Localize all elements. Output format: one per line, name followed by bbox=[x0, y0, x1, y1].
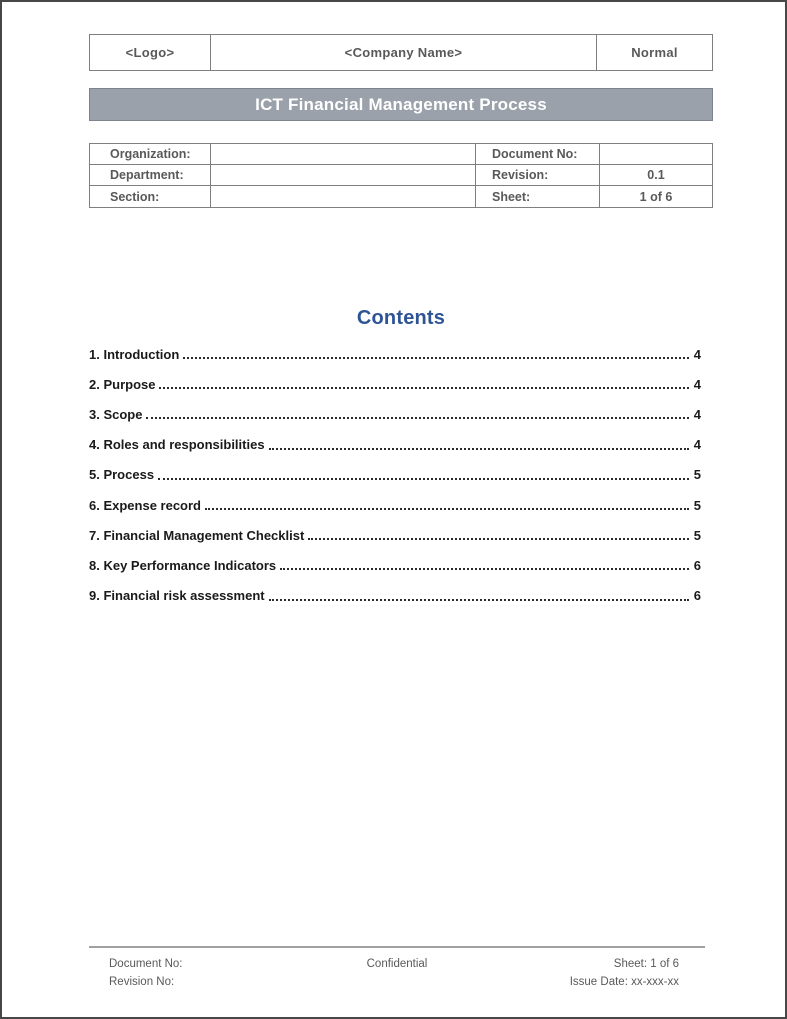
toc-page-number: 4 bbox=[693, 376, 701, 392]
section-label: Section: bbox=[90, 186, 211, 207]
toc-dot-leader bbox=[159, 387, 688, 389]
toc-page-number: 4 bbox=[693, 346, 701, 362]
table-of-contents bbox=[89, 339, 701, 611]
toc-dot-leader bbox=[308, 538, 688, 540]
toc-entry-label: 5. Process bbox=[89, 467, 155, 483]
table-row bbox=[90, 144, 712, 165]
toc-entry-purpose[interactable] bbox=[89, 369, 701, 399]
department-value bbox=[211, 165, 476, 185]
organization-value bbox=[211, 144, 476, 164]
toc-entry-label: 7. Financial Management Checklist bbox=[89, 527, 305, 543]
toc-entry-financial-management-checklist[interactable] bbox=[89, 520, 701, 550]
toc-page-number: 5 bbox=[693, 497, 701, 513]
toc-entry-label: 1. Introduction bbox=[89, 346, 180, 362]
toc-entry-financial-risk-assessment[interactable] bbox=[89, 581, 701, 611]
sheet-label: Sheet: bbox=[476, 186, 600, 207]
toc-entry-label: 9. Financial risk assessment bbox=[89, 588, 265, 604]
toc-entry-label: 8. Key Performance Indicators bbox=[89, 557, 277, 573]
footer-sheet: Sheet: 1 of 6 bbox=[613, 958, 679, 970]
toc-page-number: 4 bbox=[693, 406, 701, 422]
section-value bbox=[211, 186, 476, 207]
table-row bbox=[90, 165, 712, 186]
footer-confidential: Confidential bbox=[366, 958, 428, 970]
toc-page-number: 6 bbox=[693, 557, 701, 573]
toc-entry-roles-and-responsibilities[interactable] bbox=[89, 430, 701, 460]
toc-dot-leader bbox=[269, 599, 689, 601]
header-table bbox=[89, 34, 713, 71]
footer-document-no: Document No: bbox=[109, 958, 183, 970]
toc-page-number: 5 bbox=[693, 467, 701, 483]
toc-entry-label: 2. Purpose bbox=[89, 376, 156, 392]
toc-dot-leader bbox=[158, 478, 689, 480]
toc-entry-process[interactable] bbox=[89, 460, 701, 490]
document-info-table bbox=[89, 143, 713, 208]
toc-entry-label: 3. Scope bbox=[89, 406, 143, 422]
revision-value: 0.1 bbox=[647, 168, 665, 182]
toc-dot-leader bbox=[269, 448, 689, 450]
document-no-label: Document No: bbox=[476, 144, 600, 164]
logo-placeholder: <Logo> bbox=[90, 35, 211, 70]
revision-label: Revision: bbox=[476, 165, 600, 185]
classification-label: Normal bbox=[631, 45, 678, 60]
organization-label: Organization: bbox=[90, 144, 211, 164]
page-footer bbox=[89, 946, 705, 991]
toc-entry-label: 6. Expense record bbox=[89, 497, 201, 513]
department-label: Department: bbox=[90, 165, 211, 185]
toc-page-number: 5 bbox=[693, 527, 701, 543]
contents-heading: Contents bbox=[356, 307, 446, 329]
document-no-value bbox=[600, 144, 712, 164]
footer-divider bbox=[89, 946, 705, 948]
toc-dot-leader bbox=[280, 568, 689, 570]
toc-entry-scope[interactable] bbox=[89, 399, 701, 429]
toc-entry-introduction[interactable] bbox=[89, 339, 701, 369]
footer-revision-no: Revision No: bbox=[109, 976, 175, 988]
toc-entry-key-performance-indicators[interactable] bbox=[89, 550, 701, 580]
toc-page-number: 6 bbox=[693, 588, 701, 604]
toc-dot-leader bbox=[205, 508, 689, 510]
table-row bbox=[90, 186, 712, 207]
company-name-placeholder: <Company Name> bbox=[211, 35, 597, 70]
sheet-value: 1 of 6 bbox=[639, 189, 673, 204]
toc-page-number: 4 bbox=[693, 437, 701, 453]
toc-dot-leader bbox=[183, 357, 688, 359]
toc-dot-leader bbox=[146, 417, 688, 419]
toc-entry-expense-record[interactable] bbox=[89, 490, 701, 520]
document-title-banner: ICT Financial Management Process bbox=[89, 88, 713, 121]
toc-entry-label: 4. Roles and responsibilities bbox=[89, 437, 265, 453]
footer-issue-date: Issue Date: xx-xxx-xx bbox=[569, 976, 679, 988]
